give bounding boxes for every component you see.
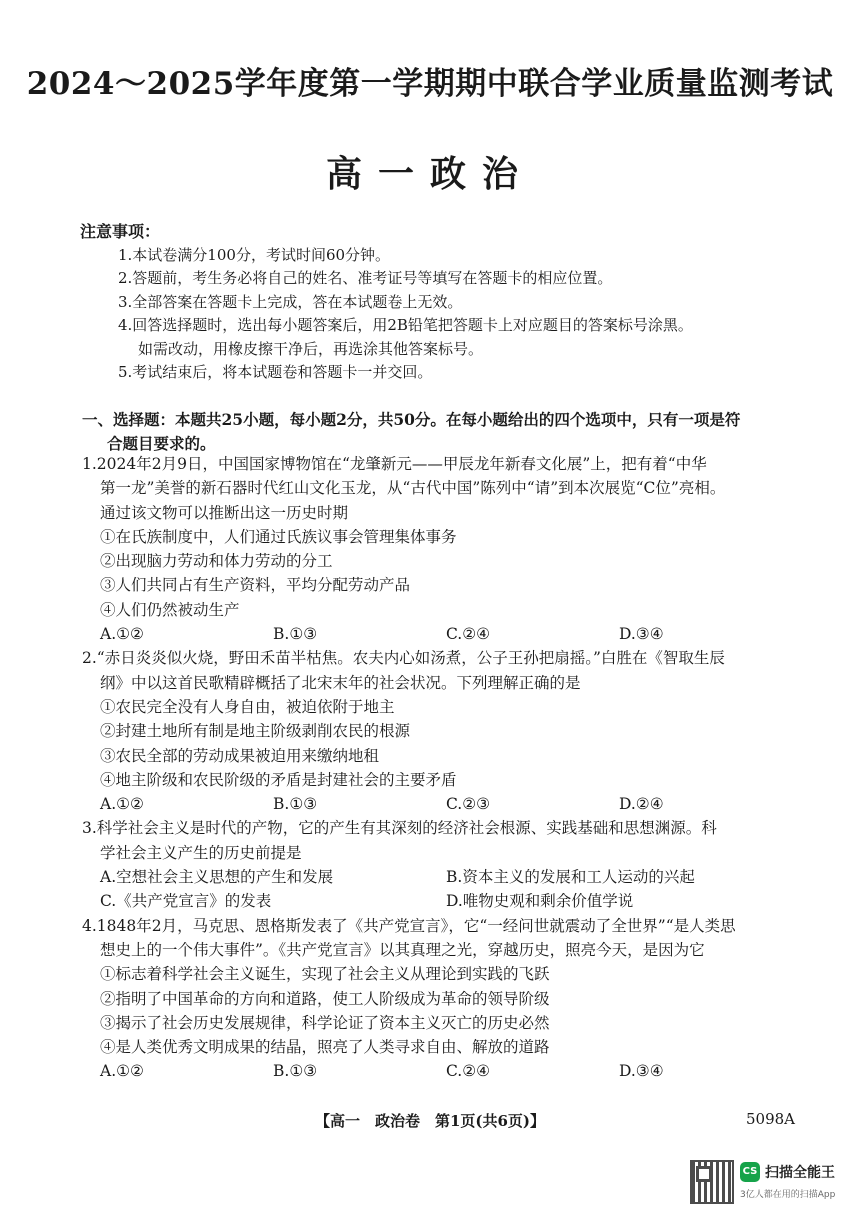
statement-item: ②指明了中国革命的方向和道路，使工人阶级成为革命的领导阶级 (100, 989, 550, 1008)
statement-item: ③人们共同占有生产资料，平均分配劳动产品 (100, 576, 411, 595)
note-item: 5.考试结束后，将本试题卷和答题卡一并交回。 (118, 363, 433, 381)
notes-title: 注意事项： (80, 222, 161, 241)
exam-title: 2024～2025学年度第一学期期中联合学业质量监测考试 (26, 66, 834, 102)
question-stem-line: 纲》中以这首民歌精辟概括了北宋末年的社会状况。下列理解正确的是 (100, 673, 581, 692)
statement-item: ③农民全部的劳动成果被迫用来缴纳地租 (100, 746, 380, 765)
qr-code-icon (690, 1160, 734, 1204)
question-stem-line: 3.科学社会主义是时代的产物，它的产生有其深刻的经济社会根源、实践基础和思想渊源。科 (82, 819, 717, 838)
answer-options (82, 1059, 792, 1083)
option-b: B.①③ (273, 795, 318, 814)
subject-title: 高一政治 (325, 153, 534, 195)
statement-item: ②封建土地所有制是地主阶级剥削农民的根源 (100, 722, 411, 741)
question-stem-line: 1.2024年2月9日，中国国家博物馆在“龙肇新元——甲辰龙年新春文化展”上，把有着“中华 (82, 455, 707, 473)
answer-options (82, 622, 792, 646)
option-d: D.③④ (619, 625, 664, 644)
statement-item: ②出现脑力劳动和体力劳动的分工 (100, 552, 333, 571)
option-a: A.①② (100, 1062, 144, 1081)
answer-options (82, 889, 792, 913)
option-d: D.②④ (619, 795, 664, 814)
option-c: C.②④ (446, 1062, 491, 1081)
questions-list (82, 452, 792, 1084)
section-heading-line: 一、选择题：本题共25小题，每小题2分，共50分。在每小题给出的四个选项中，只有一项是符 (82, 410, 741, 429)
statement-item: ①在氏族制度中，人们通过氏族议事会管理集体事务 (100, 527, 457, 546)
statement-item: ①标志着科学社会主义诞生，实现了社会主义从理论到实践的飞跃 (100, 965, 550, 984)
option-c: C.②④ (446, 625, 491, 644)
option-a: A.①② (100, 795, 144, 814)
scanner-watermark (690, 1160, 850, 1210)
question-stem-line: 第一龙”美誉的新石器时代红山文化玉龙，从“古代中国”陈列中“请”到本次展览“C位”亮相。 (100, 479, 726, 498)
question-4 (82, 914, 792, 1084)
option-a: A.①② (100, 625, 144, 644)
section-heading (82, 408, 802, 456)
question-stem-line: 想史上的一个伟大事件”。《共产党宣言》以其真理之光，穿越历史，照亮今天，是因为它 (100, 940, 705, 959)
note-item: 1.本试卷满分100分，考试时间60分钟。 (118, 245, 391, 264)
footer-paper-code: 5098A (746, 1110, 796, 1128)
question-1 (82, 452, 792, 646)
note-item: 2.答题前，考生务必将自己的姓名、准考证号等填写在答题卡的相应位置。 (118, 269, 613, 287)
question-stem-line: 2.“赤日炎炎似火烧，野田禾苗半枯焦。农夫内心如汤煮，公子王孙把扇摇。”白胜在《智取生辰 (82, 649, 725, 668)
option-d: D.唯物史观和剩余价值学说 (446, 892, 634, 911)
option-b: B.资本主义的发展和工人运动的兴起 (446, 868, 695, 887)
scanner-app-name: 扫描全能王 (765, 1165, 835, 1181)
option-b: B.①③ (273, 625, 318, 644)
option-c: C.②③ (446, 795, 491, 814)
footer-page-label: 【高一 政治卷 第1页(共6页)】 (314, 1112, 546, 1130)
note-item: 3.全部答案在答题卡上完成，答在本试题卷上无效。 (118, 292, 463, 311)
question-stem-line: 学社会主义产生的历史前提是 (100, 843, 302, 862)
statement-item: ③揭示了社会历史发展规律，科学论证了资本主义灭亡的历史必然 (100, 1013, 550, 1032)
note-item-continued: 如需改动，用橡皮擦干净后，再选涂其他答案标号。 (138, 339, 484, 358)
option-b: B.①③ (273, 1062, 318, 1081)
question-stem-line: 通过该文物可以推断出这一历史时期 (100, 503, 349, 522)
statement-item: ④是人类优秀文明成果的结晶，照亮了人类寻求自由、解放的道路 (100, 1038, 550, 1057)
camscanner-logo-icon: CS (740, 1162, 760, 1182)
section-heading-line: 合题目要求的。 (107, 434, 216, 453)
notes-block (80, 220, 800, 385)
statement-item: ④人们仍然被动生产 (100, 600, 240, 619)
question-3 (82, 816, 792, 913)
question-stem-line: 4.1848年2月，马克思、恩格斯发表了《共产党宣言》，它“一经问世就震动了全世界”“是人类思 (82, 916, 736, 935)
option-d: D.③④ (619, 1062, 664, 1081)
scanner-app-tagline: 3亿人都在用的扫描App (740, 1190, 836, 1200)
statement-item: ④地主阶级和农民阶级的矛盾是封建社会的主要矛盾 (100, 770, 457, 789)
note-item: 4.回答选择题时，选出每小题答案后，用2B铅笔把答题卡上对应题目的答案标号涂黑。 (118, 316, 693, 334)
statement-item: ①农民完全没有人身自由，被迫依附于地主 (100, 697, 395, 716)
option-a: A.空想社会主义思想的产生和发展 (100, 868, 334, 887)
option-c: C.《共产党宣言》的发表 (100, 892, 272, 911)
answer-options (82, 865, 792, 889)
answer-options (82, 792, 792, 816)
question-2 (82, 646, 792, 816)
